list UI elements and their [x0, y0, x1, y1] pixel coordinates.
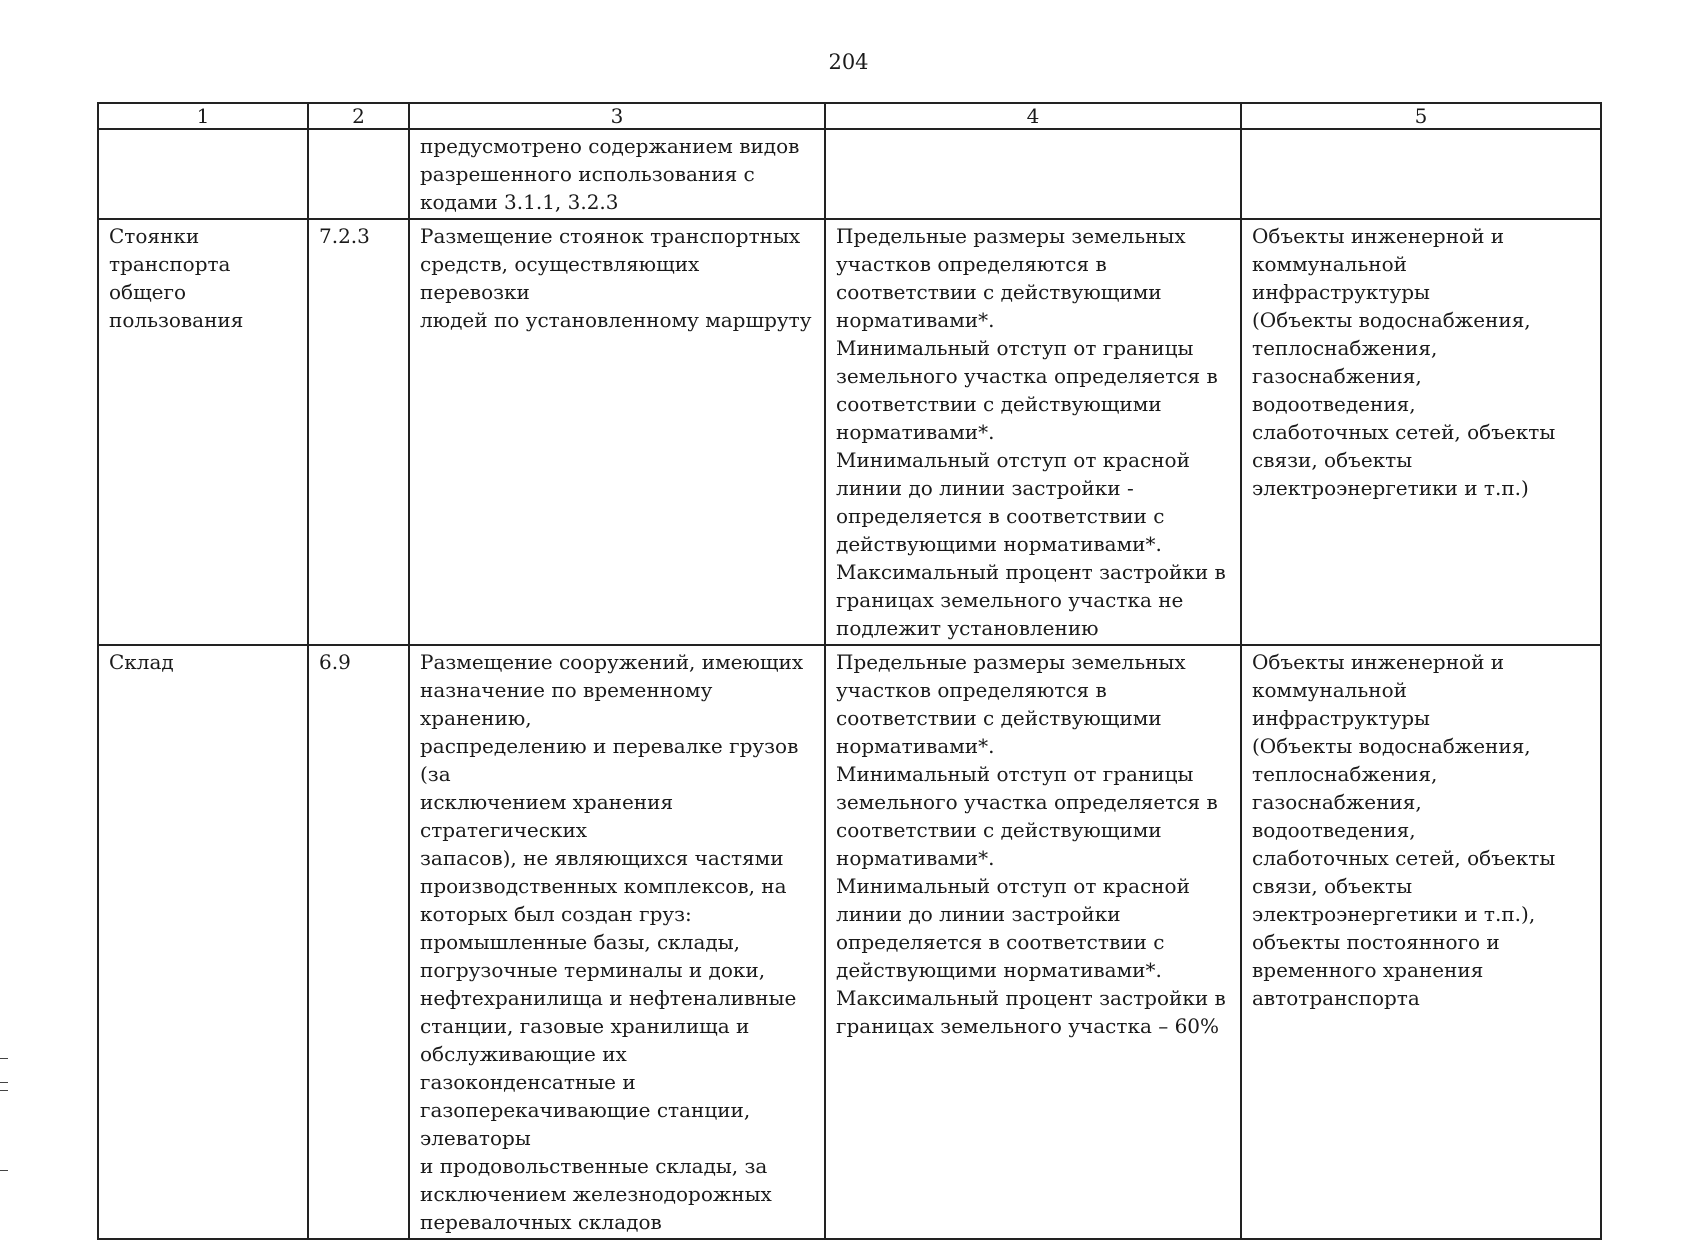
- margin-mark: [0, 1090, 8, 1091]
- column-header-1: 1: [98, 103, 308, 129]
- page-number: 204: [828, 50, 869, 74]
- use-description-cell: Размещение стоянок транспортных средств, осуществляющих перевозки людей по установленному маршруту: [409, 219, 825, 645]
- table-row: [98, 645, 1601, 1239]
- column-header-4: 4: [825, 103, 1241, 129]
- column-header-3: 3: [409, 103, 825, 129]
- parameters-cell: Предельные размеры земельных участков определяются в соответствии с действующими нормативами*. Минимальный отступ от границы земельного участка определяется в соответствии с действующими нормативами*. Минимальный отступ от красной линии до линии застройки определяется в соответствии с действующими нормативами*. Максимальный процент застройки в границах земельного участка – 60%: [825, 645, 1241, 1239]
- zoning-table: [97, 102, 1602, 1240]
- column-header-5: 5: [1241, 103, 1601, 129]
- auxiliary-uses-cell: [1241, 129, 1601, 219]
- use-name-cell: [98, 129, 308, 219]
- use-description-cell: предусмотрено содержанием видов разрешенного использования с кодами 3.1.1, 3.2.3: [409, 129, 825, 219]
- parameters-cell: [825, 129, 1241, 219]
- auxiliary-uses-cell: Объекты инженерной и коммунальной инфраструктуры (Объекты водоснабжения, теплоснабжения, газоснабжения, водоотведения, слаботочных сетей, объекты связи, объекты электроэнергетики и т.п.), объекты постоянного и временного хранения автотранспорта: [1241, 645, 1601, 1239]
- margin-mark: [0, 1170, 8, 1171]
- margin-mark: [0, 1082, 8, 1083]
- use-code-cell: 6.9: [308, 645, 409, 1239]
- use-code-cell: 7.2.3: [308, 219, 409, 645]
- auxiliary-uses-cell: Объекты инженерной и коммунальной инфраструктуры (Объекты водоснабжения, теплоснабжения, газоснабжения, водоотведения, слаботочных сетей, объекты связи, объекты электроэнергетики и т.п.): [1241, 219, 1601, 645]
- column-header-2: 2: [308, 103, 409, 129]
- table-header-row: [98, 103, 1601, 129]
- table-row: [98, 219, 1601, 645]
- margin-mark: [0, 1058, 8, 1059]
- parameters-cell: Предельные размеры земельных участков определяются в соответствии с действующими нормативами*. Минимальный отступ от границы земельного участка определяется в соответствии с действующими нормативами*. Минимальный отступ от красной линии до линии застройки - определяется в соответствии с действующими нормативами*. Максимальный процент застройки в границах земельного участка не подлежит установлению: [825, 219, 1241, 645]
- use-code-cell: [308, 129, 409, 219]
- table-row: [98, 129, 1601, 219]
- use-description-cell: Размещение сооружений, имеющих назначение по временному хранению, распределению и перевалке грузов (за исключением хранения стратегических запасов), не являющихся частями производственных комплексов, на которых был создан груз: промышленные базы, склады, погрузочные терминалы и доки, нефтехранилища и нефтеналивные станции, газовые хранилища и обслуживающие их газоконденсатные и газоперекачивающие станции, элеваторы и продовольственные склады, за исключением железнодорожных перевалочных складов: [409, 645, 825, 1239]
- use-name-cell: Стоянки транспорта общего пользования: [98, 219, 308, 645]
- use-name-cell: Склад: [98, 645, 308, 1239]
